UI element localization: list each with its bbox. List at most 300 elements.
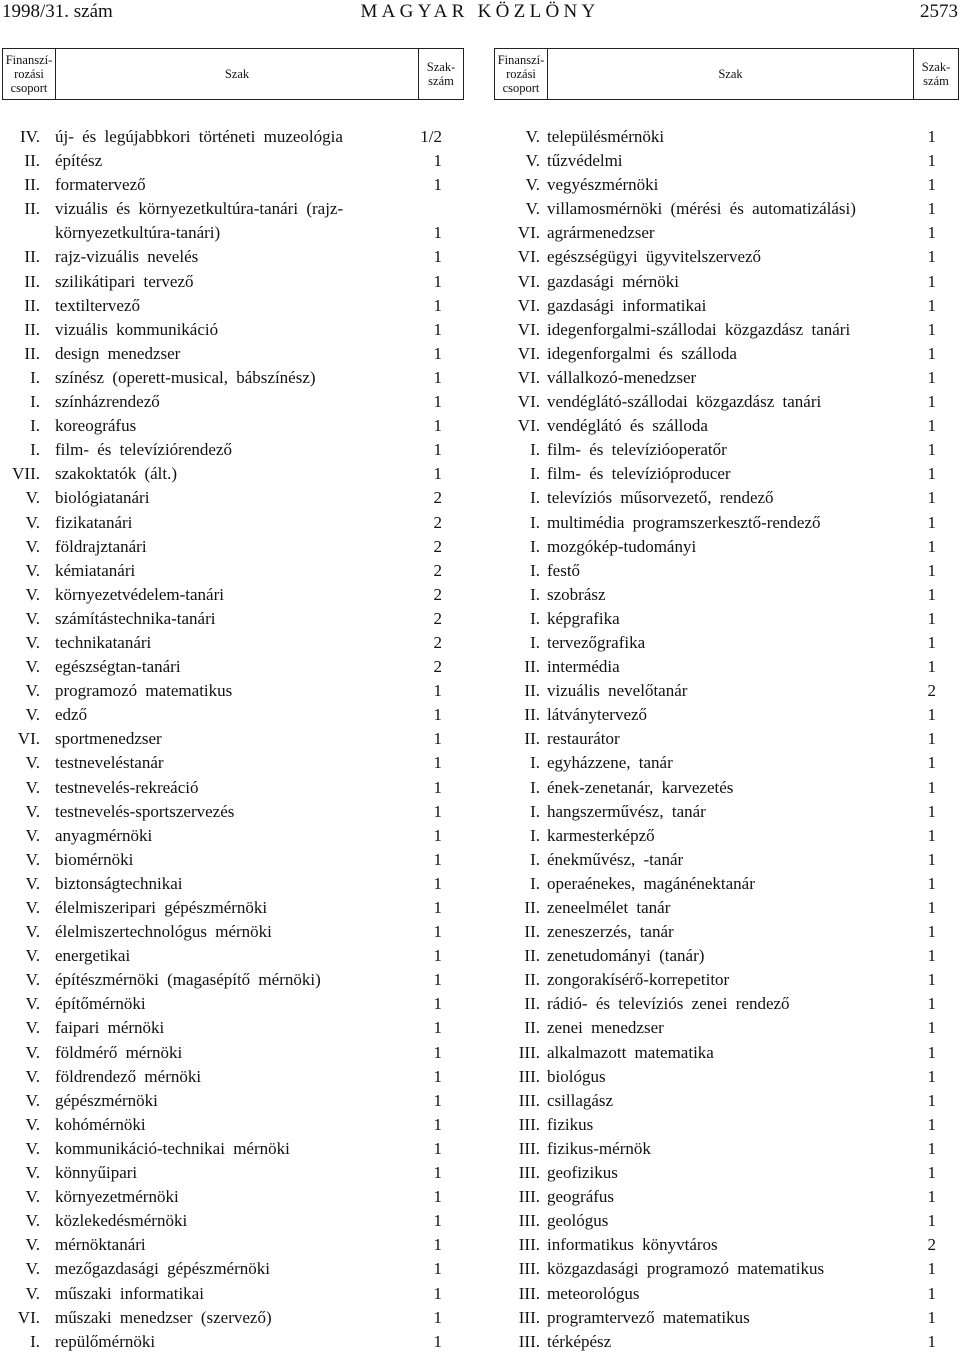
funding-group: V. bbox=[25, 1235, 40, 1255]
header-name-cell: Szak bbox=[56, 49, 419, 100]
funding-group: II. bbox=[524, 922, 540, 942]
program-code: 1 bbox=[927, 873, 936, 893]
program-code: 1 bbox=[433, 440, 442, 460]
table-row bbox=[496, 342, 960, 366]
table-row bbox=[496, 583, 960, 607]
program-name: programtervező matematikus bbox=[547, 1307, 750, 1327]
program-name: ének-zenetanár, karvezetés bbox=[547, 777, 734, 797]
funding-group: II. bbox=[524, 729, 540, 749]
funding-group: V. bbox=[25, 849, 40, 869]
table-row bbox=[496, 824, 960, 848]
program-code: 1 bbox=[433, 801, 442, 821]
table-row bbox=[0, 1137, 470, 1161]
header-code-cell: Szak- szám bbox=[419, 49, 464, 100]
program-name: testnevelés-sportszervezés bbox=[55, 801, 235, 821]
table-row bbox=[496, 1041, 960, 1065]
funding-group: III. bbox=[518, 1114, 540, 1134]
funding-group: III. bbox=[518, 1283, 540, 1303]
program-name: vendéglátó-szállodai közgazdász tanári bbox=[547, 392, 822, 412]
program-name: vizuális nevelőtanár bbox=[547, 681, 688, 701]
program-code: 1 bbox=[433, 1090, 442, 1110]
table-row bbox=[0, 390, 470, 414]
funding-group: I. bbox=[530, 464, 540, 484]
program-code: 1 bbox=[433, 1163, 442, 1183]
table-row bbox=[0, 1161, 470, 1185]
table-row bbox=[0, 896, 470, 920]
program-name: meteorológus bbox=[547, 1283, 640, 1303]
program-name: földmérő mérnöki bbox=[55, 1042, 183, 1062]
table-row bbox=[496, 1185, 960, 1209]
funding-group: VII. bbox=[12, 464, 40, 484]
program-name: környezetmérnöki bbox=[55, 1187, 179, 1207]
funding-group: V. bbox=[25, 970, 40, 990]
funding-group: I. bbox=[530, 753, 540, 773]
program-code: 1 bbox=[927, 223, 936, 243]
funding-group: V. bbox=[25, 608, 40, 628]
table-row bbox=[0, 1016, 470, 1040]
program-code: 1 bbox=[927, 801, 936, 821]
funding-group: I. bbox=[30, 416, 40, 436]
table-row bbox=[496, 607, 960, 631]
funding-group: V. bbox=[25, 705, 40, 725]
funding-group: V. bbox=[25, 898, 40, 917]
funding-group: II. bbox=[24, 295, 40, 315]
table-row bbox=[496, 1016, 960, 1040]
table-row bbox=[0, 125, 470, 149]
funding-group: V. bbox=[25, 1259, 40, 1279]
table-row bbox=[0, 776, 470, 800]
program-name: biomérnöki bbox=[55, 849, 134, 869]
table-row bbox=[496, 1330, 960, 1354]
program-name: restaurátor bbox=[547, 729, 620, 749]
program-name: vizuális kommunikáció bbox=[55, 319, 219, 339]
program-name: programozó matematikus bbox=[55, 681, 233, 701]
program-name: idegenforgalmi-szállodai közgazdász tanári bbox=[547, 319, 851, 339]
table-row bbox=[0, 1209, 470, 1233]
table-row bbox=[0, 318, 470, 342]
funding-group: II. bbox=[24, 271, 40, 291]
program-name: környezetkultúra-tanári) bbox=[55, 223, 221, 243]
program-name: film- és televíziórendező bbox=[55, 440, 232, 460]
funding-group: I. bbox=[530, 632, 540, 652]
funding-group: V. bbox=[25, 1163, 40, 1183]
table-row bbox=[0, 486, 470, 510]
program-code: 1 bbox=[927, 271, 936, 291]
program-code: 1 bbox=[927, 753, 936, 773]
table-row bbox=[496, 462, 960, 486]
table-row bbox=[496, 390, 960, 414]
program-name: képgrafika bbox=[547, 608, 620, 628]
funding-group: V. bbox=[25, 946, 40, 966]
program-code: 2 bbox=[433, 536, 442, 556]
program-name: televíziós műsorvezető, rendező bbox=[547, 488, 774, 508]
funding-group: V. bbox=[25, 536, 40, 556]
table-row bbox=[0, 1041, 470, 1065]
program-name: új- és legújabbkori történeti muzeológia bbox=[55, 127, 343, 146]
program-code: 1 bbox=[433, 1042, 442, 1062]
funding-group: I. bbox=[530, 512, 540, 532]
funding-group: II. bbox=[24, 175, 40, 195]
program-name: operaénekes, magánénektanár bbox=[547, 873, 755, 893]
program-code: 1 bbox=[433, 994, 442, 1014]
program-name: energetikai bbox=[55, 946, 131, 966]
program-name: rajz-vizuális nevelés bbox=[55, 247, 199, 267]
table-row bbox=[496, 366, 960, 390]
program-code: 1 bbox=[433, 1331, 442, 1351]
publication-title: MAGYAR KÖZLÖNY bbox=[360, 1, 600, 22]
table-row bbox=[0, 992, 470, 1016]
funding-group: III. bbox=[518, 1211, 540, 1231]
program-code: 1 bbox=[927, 1331, 936, 1351]
program-name: egészségügyi ügyvitelszervező bbox=[547, 247, 762, 267]
table-row bbox=[496, 270, 960, 294]
program-code: 2 bbox=[433, 488, 442, 508]
program-code: 1 bbox=[433, 922, 442, 942]
table-row bbox=[0, 462, 470, 486]
program-name: zenetudományi (tanár) bbox=[547, 946, 705, 966]
table-row bbox=[0, 245, 470, 269]
program-code: 1 bbox=[927, 127, 936, 146]
table-row bbox=[496, 655, 960, 679]
funding-group: V. bbox=[25, 1187, 40, 1207]
program-code: 1 bbox=[927, 247, 936, 267]
program-name: vállalkozó-menedzser bbox=[547, 367, 697, 387]
program-name: építész bbox=[55, 151, 103, 171]
funding-group: II. bbox=[24, 247, 40, 267]
table-row bbox=[496, 727, 960, 751]
program-code: 1 bbox=[927, 1187, 936, 1207]
table-row bbox=[496, 992, 960, 1016]
funding-group: VI. bbox=[517, 319, 540, 339]
table-row bbox=[0, 414, 470, 438]
left-column-list bbox=[0, 125, 470, 1354]
funding-group: V. bbox=[25, 922, 40, 942]
table-row bbox=[496, 1209, 960, 1233]
program-name: testneveléstanár bbox=[55, 753, 164, 773]
table-row bbox=[496, 149, 960, 173]
program-name: térképész bbox=[547, 1331, 612, 1351]
page-number: 2573 bbox=[920, 1, 958, 22]
funding-group: I. bbox=[530, 584, 540, 604]
program-code: 1 bbox=[927, 536, 936, 556]
funding-group: I. bbox=[30, 440, 40, 460]
program-code: 1 bbox=[927, 1163, 936, 1183]
program-name: fizikus bbox=[547, 1114, 594, 1134]
program-code: 1 bbox=[927, 343, 936, 363]
table-row bbox=[0, 173, 470, 197]
program-code: 2 bbox=[433, 632, 442, 652]
program-code: 1 bbox=[433, 151, 442, 171]
table-row bbox=[0, 535, 470, 559]
funding-group: V. bbox=[25, 777, 40, 797]
table-row bbox=[0, 1306, 470, 1330]
program-name: festő bbox=[547, 560, 581, 580]
program-code: 1 bbox=[927, 319, 936, 339]
program-name: énekművész, -tanár bbox=[547, 849, 684, 869]
table-row bbox=[0, 848, 470, 872]
funding-group: VI. bbox=[517, 223, 540, 243]
table-row bbox=[0, 1233, 470, 1257]
funding-group: III. bbox=[518, 1042, 540, 1062]
table-row bbox=[0, 197, 470, 221]
program-code: 1 bbox=[433, 175, 442, 195]
program-name: sportmenedzser bbox=[55, 729, 162, 749]
funding-group: V. bbox=[525, 199, 540, 219]
program-code: 1 bbox=[927, 1259, 936, 1279]
table-row bbox=[496, 1233, 960, 1257]
column-header-left bbox=[2, 48, 464, 100]
program-name: szilikátipari tervező bbox=[55, 271, 194, 291]
program-name: kohómérnöki bbox=[55, 1114, 146, 1134]
funding-group: V. bbox=[25, 488, 40, 508]
program-name: élelmiszeripari gépészmérnöki bbox=[55, 898, 268, 917]
funding-group: III. bbox=[518, 1187, 540, 1207]
funding-group: V. bbox=[25, 873, 40, 893]
funding-group: VI. bbox=[517, 392, 540, 412]
program-code: 1/2 bbox=[420, 127, 442, 146]
program-name: rádió- és televíziós zenei rendező bbox=[547, 994, 790, 1014]
program-code: 1 bbox=[433, 416, 442, 436]
funding-group: I. bbox=[30, 1331, 40, 1351]
funding-group: II. bbox=[524, 994, 540, 1014]
program-name: műszaki menedzser (szervező) bbox=[55, 1307, 272, 1327]
program-code: 1 bbox=[433, 1211, 442, 1231]
program-name: biológus bbox=[547, 1066, 606, 1086]
funding-group: V. bbox=[25, 1018, 40, 1038]
funding-group: V. bbox=[25, 994, 40, 1014]
program-name: könnyűipari bbox=[55, 1163, 138, 1183]
program-code: 1 bbox=[927, 1018, 936, 1038]
program-code: 1 bbox=[927, 825, 936, 845]
table-row bbox=[496, 944, 960, 968]
issue-number: 1998/31. szám bbox=[2, 1, 113, 22]
table-row bbox=[0, 1330, 470, 1354]
funding-group: III. bbox=[518, 1307, 540, 1327]
table-row bbox=[0, 1257, 470, 1281]
program-code: 1 bbox=[927, 657, 936, 677]
table-row bbox=[496, 703, 960, 727]
table-row bbox=[496, 848, 960, 872]
table-row bbox=[0, 679, 470, 703]
program-name: településmérnöki bbox=[547, 127, 665, 146]
program-code: 1 bbox=[433, 729, 442, 749]
program-name: gazdasági informatikai bbox=[547, 295, 707, 315]
program-code: 1 bbox=[927, 994, 936, 1014]
program-code: 1 bbox=[433, 271, 442, 291]
table-row bbox=[496, 221, 960, 245]
program-code: 1 bbox=[433, 1259, 442, 1279]
table-row bbox=[496, 318, 960, 342]
program-name: koreográfus bbox=[55, 416, 137, 436]
funding-group: V. bbox=[25, 1114, 40, 1134]
table-row bbox=[496, 920, 960, 944]
program-code: 2 bbox=[927, 1235, 936, 1255]
program-name: idegenforgalmi és szálloda bbox=[547, 343, 737, 363]
program-name: környezetvédelem-tanári bbox=[55, 584, 224, 604]
program-code: 1 bbox=[927, 946, 936, 966]
program-name: film- és televízióproducer bbox=[547, 464, 731, 484]
funding-group: VI. bbox=[17, 729, 40, 749]
funding-group: II. bbox=[24, 199, 40, 219]
funding-group: II. bbox=[524, 705, 540, 725]
program-code: 1 bbox=[433, 1018, 442, 1038]
program-name: fizikatanári bbox=[55, 512, 133, 532]
program-name: zenei menedzser bbox=[547, 1018, 664, 1038]
program-code: 2 bbox=[433, 584, 442, 604]
program-code: 1 bbox=[927, 1138, 936, 1158]
program-code: 1 bbox=[433, 777, 442, 797]
program-name: repülőmérnöki bbox=[55, 1331, 156, 1351]
program-name: vizuális és környezetkultúra-tanári (rajz- bbox=[55, 199, 344, 219]
program-name: számítástechnika-tanári bbox=[55, 608, 216, 628]
funding-group: V. bbox=[25, 801, 40, 821]
funding-group: V. bbox=[25, 1066, 40, 1086]
funding-group: III. bbox=[518, 1331, 540, 1351]
funding-group: II. bbox=[24, 151, 40, 171]
funding-group: VI. bbox=[517, 271, 540, 291]
program-name: biológiatanári bbox=[55, 488, 150, 508]
table-row bbox=[496, 197, 960, 221]
program-code: 1 bbox=[927, 632, 936, 652]
program-name: edző bbox=[55, 705, 88, 725]
program-name: informatikus könyvtáros bbox=[547, 1235, 718, 1255]
program-name: alkalmazott matematika bbox=[547, 1042, 714, 1062]
program-name: mérnöktanári bbox=[55, 1235, 146, 1255]
program-name: design menedzser bbox=[55, 343, 181, 363]
funding-group: I. bbox=[530, 777, 540, 797]
table-row bbox=[0, 221, 470, 245]
program-name: kommunikáció-technikai mérnöki bbox=[55, 1138, 290, 1158]
funding-group: II. bbox=[24, 319, 40, 339]
program-name: fizikus-mérnök bbox=[547, 1138, 651, 1158]
program-name: közgazdasági programozó matematikus bbox=[547, 1259, 825, 1279]
program-code: 1 bbox=[433, 343, 442, 363]
program-name: műszaki informatikai bbox=[55, 1283, 204, 1303]
funding-group: V. bbox=[525, 151, 540, 171]
program-name: látványtervező bbox=[547, 705, 648, 725]
program-name: vendéglátó és szálloda bbox=[547, 416, 708, 436]
program-code: 1 bbox=[927, 199, 936, 219]
program-code: 1 bbox=[927, 705, 936, 725]
header-group-cell: Finanszí- rozási csoport bbox=[495, 49, 548, 100]
program-name: színész (operett-musical, bábszínész) bbox=[55, 367, 316, 387]
table-row bbox=[496, 1065, 960, 1089]
program-name: film- és televízióoperatőr bbox=[547, 440, 727, 460]
program-code: 1 bbox=[433, 1138, 442, 1158]
table-row bbox=[496, 800, 960, 824]
funding-group: II. bbox=[524, 946, 540, 966]
program-name: tervezőgrafika bbox=[547, 632, 646, 652]
program-code: 1 bbox=[433, 319, 442, 339]
table-row bbox=[496, 245, 960, 269]
table-row bbox=[496, 631, 960, 655]
funding-group: I. bbox=[530, 560, 540, 580]
table-row bbox=[0, 824, 470, 848]
program-code: 1 bbox=[433, 898, 442, 917]
program-name: geográfus bbox=[547, 1187, 615, 1207]
table-row bbox=[496, 1137, 960, 1161]
table-row bbox=[496, 751, 960, 775]
funding-group: V. bbox=[25, 1283, 40, 1303]
program-name: szakoktatók (ált.) bbox=[55, 464, 178, 484]
program-code: 1 bbox=[433, 753, 442, 773]
program-code: 1 bbox=[927, 392, 936, 412]
program-name: kémiatanári bbox=[55, 560, 136, 580]
funding-group: V. bbox=[25, 512, 40, 532]
funding-group: V. bbox=[25, 657, 40, 677]
table-row bbox=[0, 607, 470, 631]
program-code: 1 bbox=[433, 681, 442, 701]
funding-group: VI. bbox=[517, 367, 540, 387]
program-name: élelmiszertechnológus mérnöki bbox=[55, 922, 272, 942]
table-row bbox=[496, 173, 960, 197]
program-name: közlekedésmérnöki bbox=[55, 1211, 188, 1231]
program-code: 1 bbox=[927, 1042, 936, 1062]
funding-group: II. bbox=[524, 898, 540, 917]
program-name: formatervező bbox=[55, 175, 146, 195]
funding-group: I. bbox=[530, 488, 540, 508]
program-code: 1 bbox=[927, 729, 936, 749]
program-code: 1 bbox=[927, 151, 936, 171]
program-code: 1 bbox=[433, 223, 442, 243]
funding-group: I. bbox=[530, 873, 540, 893]
funding-group: I. bbox=[30, 367, 40, 387]
program-code: 1 bbox=[927, 416, 936, 436]
funding-group: III. bbox=[518, 1235, 540, 1255]
funding-group: I. bbox=[530, 440, 540, 460]
program-code: 1 bbox=[927, 295, 936, 315]
funding-group: V. bbox=[25, 1090, 40, 1110]
funding-group: I. bbox=[530, 608, 540, 628]
table-row bbox=[496, 1089, 960, 1113]
program-code: 1 bbox=[927, 584, 936, 604]
table-row bbox=[0, 149, 470, 173]
table-row bbox=[0, 631, 470, 655]
table-row bbox=[0, 294, 470, 318]
program-code: 1 bbox=[433, 873, 442, 893]
table-row bbox=[496, 486, 960, 510]
table-row bbox=[0, 559, 470, 583]
program-code: 1 bbox=[927, 560, 936, 580]
table-row bbox=[0, 438, 470, 462]
funding-group: III. bbox=[518, 1138, 540, 1158]
funding-group: IV. bbox=[20, 127, 40, 146]
funding-group: II. bbox=[524, 1018, 540, 1038]
table-row bbox=[0, 583, 470, 607]
program-code: 1 bbox=[433, 1114, 442, 1134]
program-code: 2 bbox=[927, 681, 936, 701]
program-code: 1 bbox=[927, 777, 936, 797]
program-name: zeneszerzés, tanár bbox=[547, 922, 674, 942]
table-row bbox=[0, 920, 470, 944]
funding-group: V. bbox=[25, 1138, 40, 1158]
page-header bbox=[0, 0, 960, 28]
header-group-cell: Finanszí- rozási csoport bbox=[3, 49, 56, 100]
table-row bbox=[496, 896, 960, 920]
program-name: biztonságtechnikai bbox=[55, 873, 183, 893]
program-name: testnevelés-rekreáció bbox=[55, 777, 199, 797]
table-row bbox=[496, 968, 960, 992]
program-code: 1 bbox=[433, 1307, 442, 1327]
program-name: geofizikus bbox=[547, 1163, 618, 1183]
funding-group: VI. bbox=[17, 1307, 40, 1327]
program-name: színházrendező bbox=[55, 392, 160, 412]
funding-group: I. bbox=[530, 849, 540, 869]
table-row bbox=[496, 1257, 960, 1281]
table-row bbox=[496, 1161, 960, 1185]
program-code: 1 bbox=[433, 367, 442, 387]
table-row bbox=[0, 270, 470, 294]
